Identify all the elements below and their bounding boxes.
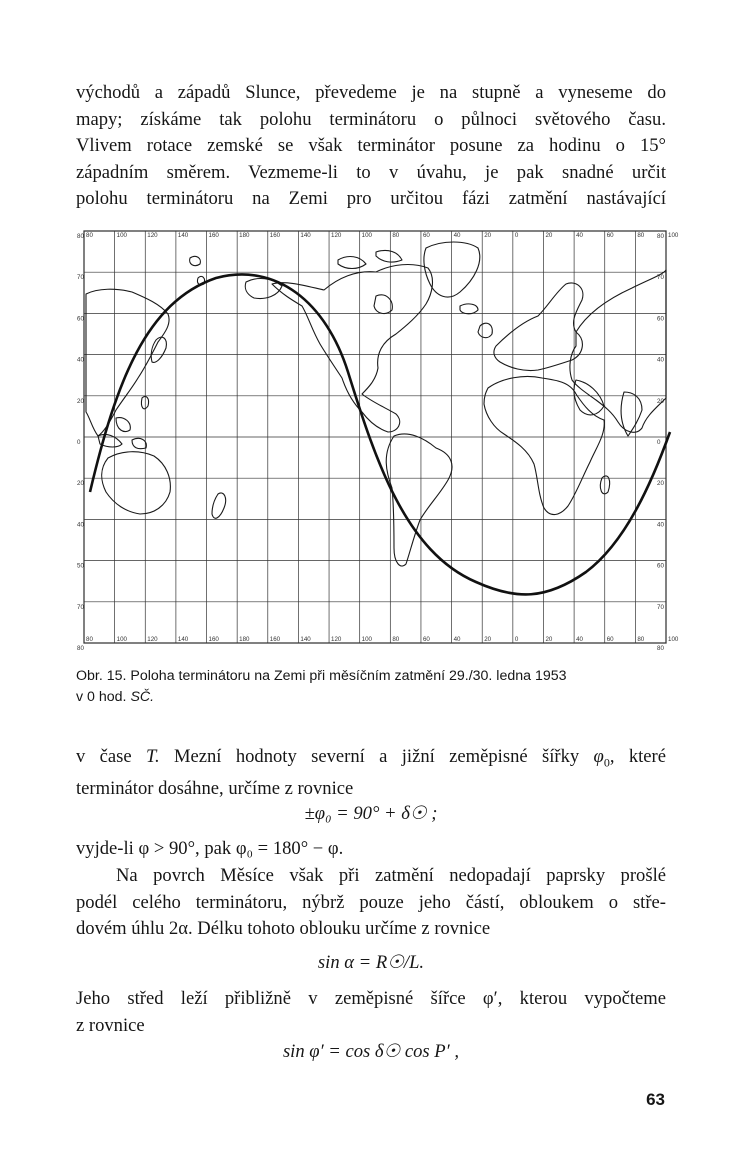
top-paragraph: [76, 80, 666, 213]
caption-line: [76, 687, 671, 708]
top-tick-label: 80: [86, 232, 93, 239]
bottom-tick-label: 60: [606, 636, 614, 643]
paragraph-vyjde-li: [76, 836, 666, 863]
text-sub: 0: [603, 755, 610, 770]
text-italic: φ: [593, 746, 604, 767]
text-line: terminátor dosáhne, určíme z rovnice: [76, 778, 354, 800]
top-tick-label: 120: [331, 232, 342, 239]
paragraph-na-povrch: [76, 863, 666, 943]
left-tick-label: 80: [77, 233, 84, 240]
top-tick-label: 20: [484, 232, 492, 239]
bottom-tick-label: 60: [422, 636, 430, 643]
top-tick-label: 100: [116, 232, 127, 239]
bottom-tick-label: 120: [331, 636, 342, 643]
bottom-tick-label: 140: [300, 636, 311, 643]
left-tick-label: 20: [77, 480, 84, 488]
left-tick-label: 20: [77, 397, 84, 405]
caption-line: Obr. 15. Poloha terminátoru na Zemi při měsíčním zatmění 29./30. ledna 1953: [76, 668, 567, 684]
text-italic: T.: [146, 746, 160, 767]
bottom-tick-label: 20: [484, 636, 492, 643]
top-tick-label: 160: [269, 232, 281, 239]
bottom-tick-label: 40: [576, 636, 583, 643]
text-line: Jeho střed leží přibližně v zeměpisné šířce φ′, kterou vypočteme: [76, 988, 666, 1009]
paragraph-mezni-hodnoty: [76, 744, 666, 803]
bottom-tick-label: 40: [453, 636, 461, 643]
left-tick-label: 70: [77, 274, 84, 282]
text-line: polohu terminátoru na Zemi pro určitou fázi zatmění nastávající: [76, 188, 666, 209]
text-line: vyjde-li φ > 90°, pak φ₀ = 180° − φ.: [76, 838, 344, 859]
right-tick-label: 60: [657, 562, 664, 570]
top-tick-label: 80: [392, 232, 400, 239]
bottom-tick-label: 80: [392, 636, 400, 643]
top-tick-label: 120: [147, 232, 158, 239]
right-tick-label: 60: [657, 315, 664, 323]
top-tick-label: 180: [239, 232, 250, 239]
top-tick-label: 0: [514, 232, 519, 239]
bottom-tick-label: 0: [514, 636, 519, 643]
text-line: východů a západů Slunce, převedeme je na stupně a vyneseme do: [76, 82, 666, 103]
new-zealand-outline: [212, 493, 226, 518]
top-tick-label: 100: [668, 232, 679, 239]
text-line: dovém úhlu 2α. Délku tohoto oblouku určíme z rovnice: [76, 918, 491, 939]
right-tick-label: 80: [657, 645, 664, 652]
australia-outline: [102, 452, 171, 514]
left-tick-label: 60: [77, 315, 84, 323]
bottom-tick-label: 140: [177, 636, 189, 643]
bottom-tick-label: 80: [637, 636, 645, 643]
top-tick-label: 60: [606, 232, 614, 239]
text-line: Na povrch Měsíce však při zatmění nedopadají paprsky prošlé: [116, 865, 666, 886]
africa-outline: [484, 376, 604, 514]
top-tick-label: 80: [637, 232, 645, 239]
text-run: Mezní hodnoty severní a jižní zeměpisné šířky: [159, 746, 594, 767]
right-tick-label: 0: [657, 439, 661, 446]
right-tick-label: 70: [657, 274, 664, 282]
left-tick-label: 40: [77, 521, 84, 529]
bottom-tick-label: 160: [208, 636, 219, 643]
asia-outline: [570, 270, 666, 432]
left-tick-label: 70: [77, 603, 84, 611]
bottom-tick-label: 120: [147, 636, 158, 643]
british-isles-outline: [478, 323, 492, 337]
equation-sin-alpha: sin α = R☉/L.: [317, 952, 425, 973]
text-line: podél celého terminátoru, nýbrž pouze jeho částí, obloukem o stře-: [76, 891, 666, 913]
top-tick-label: 40: [576, 232, 583, 239]
text-line: [76, 744, 666, 776]
bottom-tick-label: 80: [86, 636, 93, 643]
text-run: , které: [609, 746, 666, 767]
top-tick-label: 160: [208, 232, 219, 239]
paragraph-jeho-stred: [76, 986, 666, 1039]
text-run: v čase: [76, 746, 146, 767]
terminator-world-map: [76, 222, 679, 654]
text-line: mapy; získáme tak polohu terminátoru o půlnoci světového času.: [76, 108, 666, 130]
europe-outline: [494, 283, 583, 371]
right-tick-label: 40: [657, 521, 664, 529]
right-tick-label: 40: [657, 356, 664, 364]
text-line: západním směrem. Vezmeme-li to v úvahu, je pak snadné určit: [76, 161, 666, 183]
top-tick-label: 140: [177, 232, 189, 239]
north-america-outline: [272, 265, 432, 432]
bottom-tick-label: 180: [239, 636, 250, 643]
top-tick-label: 40: [453, 232, 461, 239]
top-tick-label: 140: [300, 232, 311, 239]
graticule: [84, 231, 666, 643]
continent-outlines: [86, 242, 666, 566]
right-tick-label: 70: [657, 603, 664, 611]
bottom-tick-label: 100: [668, 636, 679, 643]
figure-caption: [76, 666, 671, 708]
iceland-outline: [460, 304, 478, 314]
right-tick-label: 80: [657, 233, 664, 240]
bottom-tick-label: 160: [269, 636, 281, 643]
caption-italic: SČ.: [130, 689, 155, 705]
bottom-tick-label: 20: [545, 636, 553, 643]
left-tick-label: 50: [77, 562, 84, 570]
left-tick-label: 40: [77, 356, 84, 364]
bottom-tick-label: 100: [361, 636, 373, 643]
equation-phi0: ±φ₀ = 90° + δ☉ ;: [304, 803, 438, 824]
pacific-islands-outline: [190, 256, 205, 284]
right-tick-label: 20: [657, 480, 664, 488]
text-line: z rovnice: [76, 1014, 145, 1036]
top-tick-label: 60: [422, 232, 430, 239]
hudson-bay-outline: [374, 295, 392, 314]
left-tick-label: 80: [77, 645, 84, 652]
right-tick-label: 20: [657, 397, 664, 405]
text-line: Vlivem rotace zemské se však terminátor posune za hodinu o 15°: [76, 135, 666, 156]
top-tick-label: 20: [545, 232, 553, 239]
top-tick-label: 100: [361, 232, 373, 239]
equation-sin-phi-prime: sin φ′ = cos δ☉ cos P′ ,: [282, 1041, 460, 1062]
india-outline: [621, 392, 642, 436]
map-svg: [76, 222, 679, 654]
page-number: 63: [646, 1090, 665, 1109]
bottom-tick-label: 100: [116, 636, 127, 643]
caption-text: v 0 hod.: [76, 689, 131, 705]
east-asia-outline: [86, 289, 169, 436]
left-tick-label: 0: [77, 439, 81, 446]
